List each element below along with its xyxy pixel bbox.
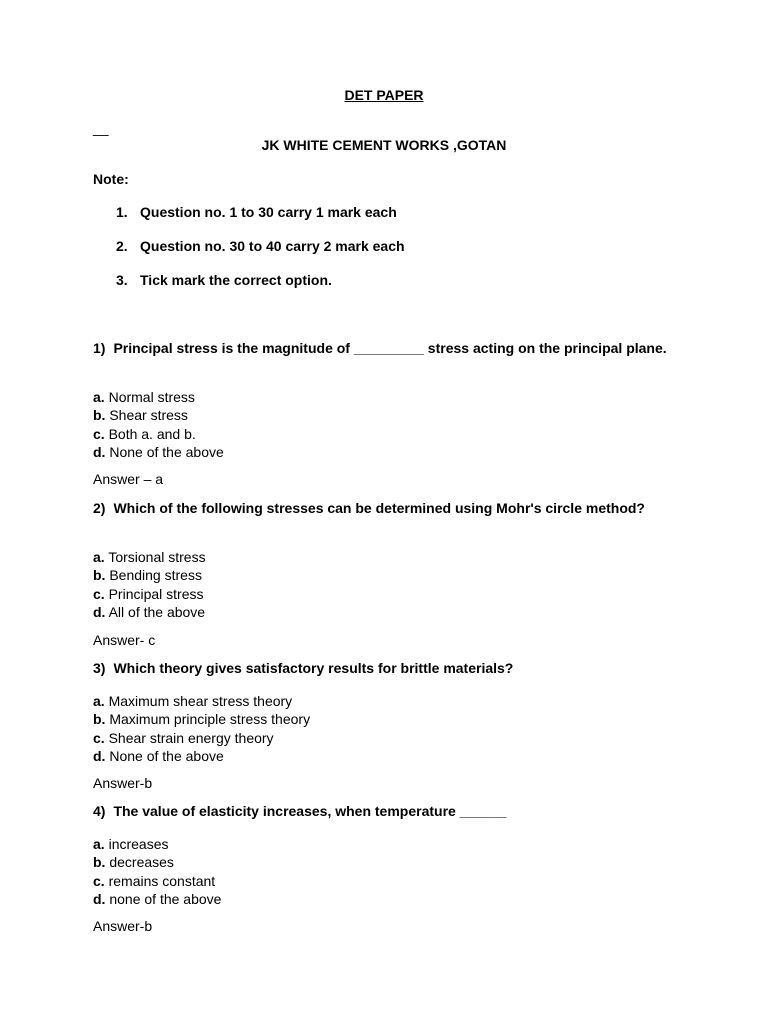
option-letter: b. — [93, 567, 106, 584]
option-text: Principal stress — [108, 585, 204, 602]
note-item-number: 2. — [116, 238, 128, 254]
option-letter: b. — [93, 711, 106, 728]
option-d[interactable] — [93, 747, 310, 765]
option-letter: d. — [93, 890, 106, 907]
question-text: The value of elasticity increases, when temperature ______ — [113, 803, 507, 819]
option-d[interactable] — [93, 603, 206, 621]
question-1-options — [93, 388, 224, 461]
answer-3: Answer-b — [93, 775, 153, 791]
option-c[interactable] — [93, 872, 221, 890]
note-item-text: Tick mark the correct option. — [140, 272, 332, 288]
option-b[interactable] — [93, 710, 310, 728]
option-text: Normal stress — [108, 389, 195, 405]
option-a[interactable] — [93, 548, 206, 566]
question-text: Principal stress is the magnitude of _________ stress acting on the principal plane. — [113, 340, 667, 356]
option-text: Both a. and b. — [108, 425, 196, 442]
option-b[interactable] — [93, 406, 224, 424]
underscore-mark: __ — [93, 120, 109, 136]
option-text: Bending stress — [109, 567, 202, 584]
note-item-text: Question no. 30 to 40 carry 2 mark each — [140, 238, 405, 254]
question-number: 1) — [93, 340, 106, 356]
option-a[interactable] — [93, 835, 221, 853]
option-c[interactable] — [93, 585, 206, 603]
option-letter: c. — [93, 729, 105, 746]
option-c[interactable] — [93, 425, 224, 443]
note-label: Note: — [93, 171, 129, 187]
question-2-options — [93, 548, 206, 621]
option-c[interactable] — [93, 729, 310, 747]
option-text: decreases — [109, 854, 174, 871]
answer-2: Answer- c — [93, 632, 156, 648]
option-letter: d. — [93, 603, 106, 620]
option-b[interactable] — [93, 566, 206, 584]
page-title: DET PAPER — [344, 87, 424, 103]
option-letter: c. — [93, 425, 105, 442]
option-letter: d. — [93, 747, 106, 764]
option-text: None of the above — [109, 747, 224, 764]
option-letter: a. — [93, 836, 105, 852]
option-text: remains constant — [108, 872, 216, 889]
option-text: Shear stress — [109, 407, 188, 424]
note-item-number: 1. — [116, 204, 128, 220]
question-1 — [93, 340, 683, 358]
option-text: Maximum principle stress theory — [109, 711, 311, 728]
question-number: 3) — [93, 660, 106, 676]
option-text: Maximum shear stress theory — [108, 693, 293, 709]
answer-4: Answer-b — [93, 918, 153, 934]
question-4 — [93, 803, 683, 821]
option-letter: a. — [93, 693, 105, 709]
option-text: Torsional stress — [108, 549, 206, 565]
note-item — [116, 238, 405, 254]
question-number: 2) — [93, 500, 106, 516]
question-text: Which theory gives satisfactory results for brittle materials? — [113, 660, 514, 676]
option-letter: b. — [93, 854, 106, 871]
option-a[interactable] — [93, 388, 224, 406]
option-text: none of the above — [109, 890, 222, 907]
option-letter: a. — [93, 389, 105, 405]
note-item-text: Question no. 1 to 30 carry 1 mark each — [140, 204, 397, 220]
question-4-options — [93, 835, 221, 908]
answer-1: Answer – a — [93, 471, 164, 487]
note-item — [116, 204, 397, 220]
note-item — [116, 272, 332, 288]
option-letter: d. — [93, 443, 106, 460]
question-text: Which of the following stresses can be determined using Mohr's circle method? — [113, 500, 645, 516]
question-3-options — [93, 692, 310, 765]
option-b[interactable] — [93, 853, 221, 871]
company-heading: JK WHITE CEMENT WORKS ,GOTAN — [261, 137, 507, 153]
option-letter: c. — [93, 585, 105, 602]
option-d[interactable] — [93, 890, 221, 908]
option-text: Shear strain energy theory — [108, 729, 274, 746]
option-text: None of the above — [109, 443, 224, 460]
option-letter: c. — [93, 872, 105, 889]
question-number: 4) — [93, 803, 106, 819]
option-letter: b. — [93, 407, 106, 424]
option-d[interactable] — [93, 443, 224, 461]
question-3 — [93, 660, 683, 678]
option-letter: a. — [93, 549, 105, 565]
option-a[interactable] — [93, 692, 310, 710]
question-2 — [93, 500, 683, 518]
option-text: increases — [108, 836, 169, 852]
note-item-number: 3. — [116, 272, 128, 288]
option-text: All of the above — [108, 603, 206, 620]
